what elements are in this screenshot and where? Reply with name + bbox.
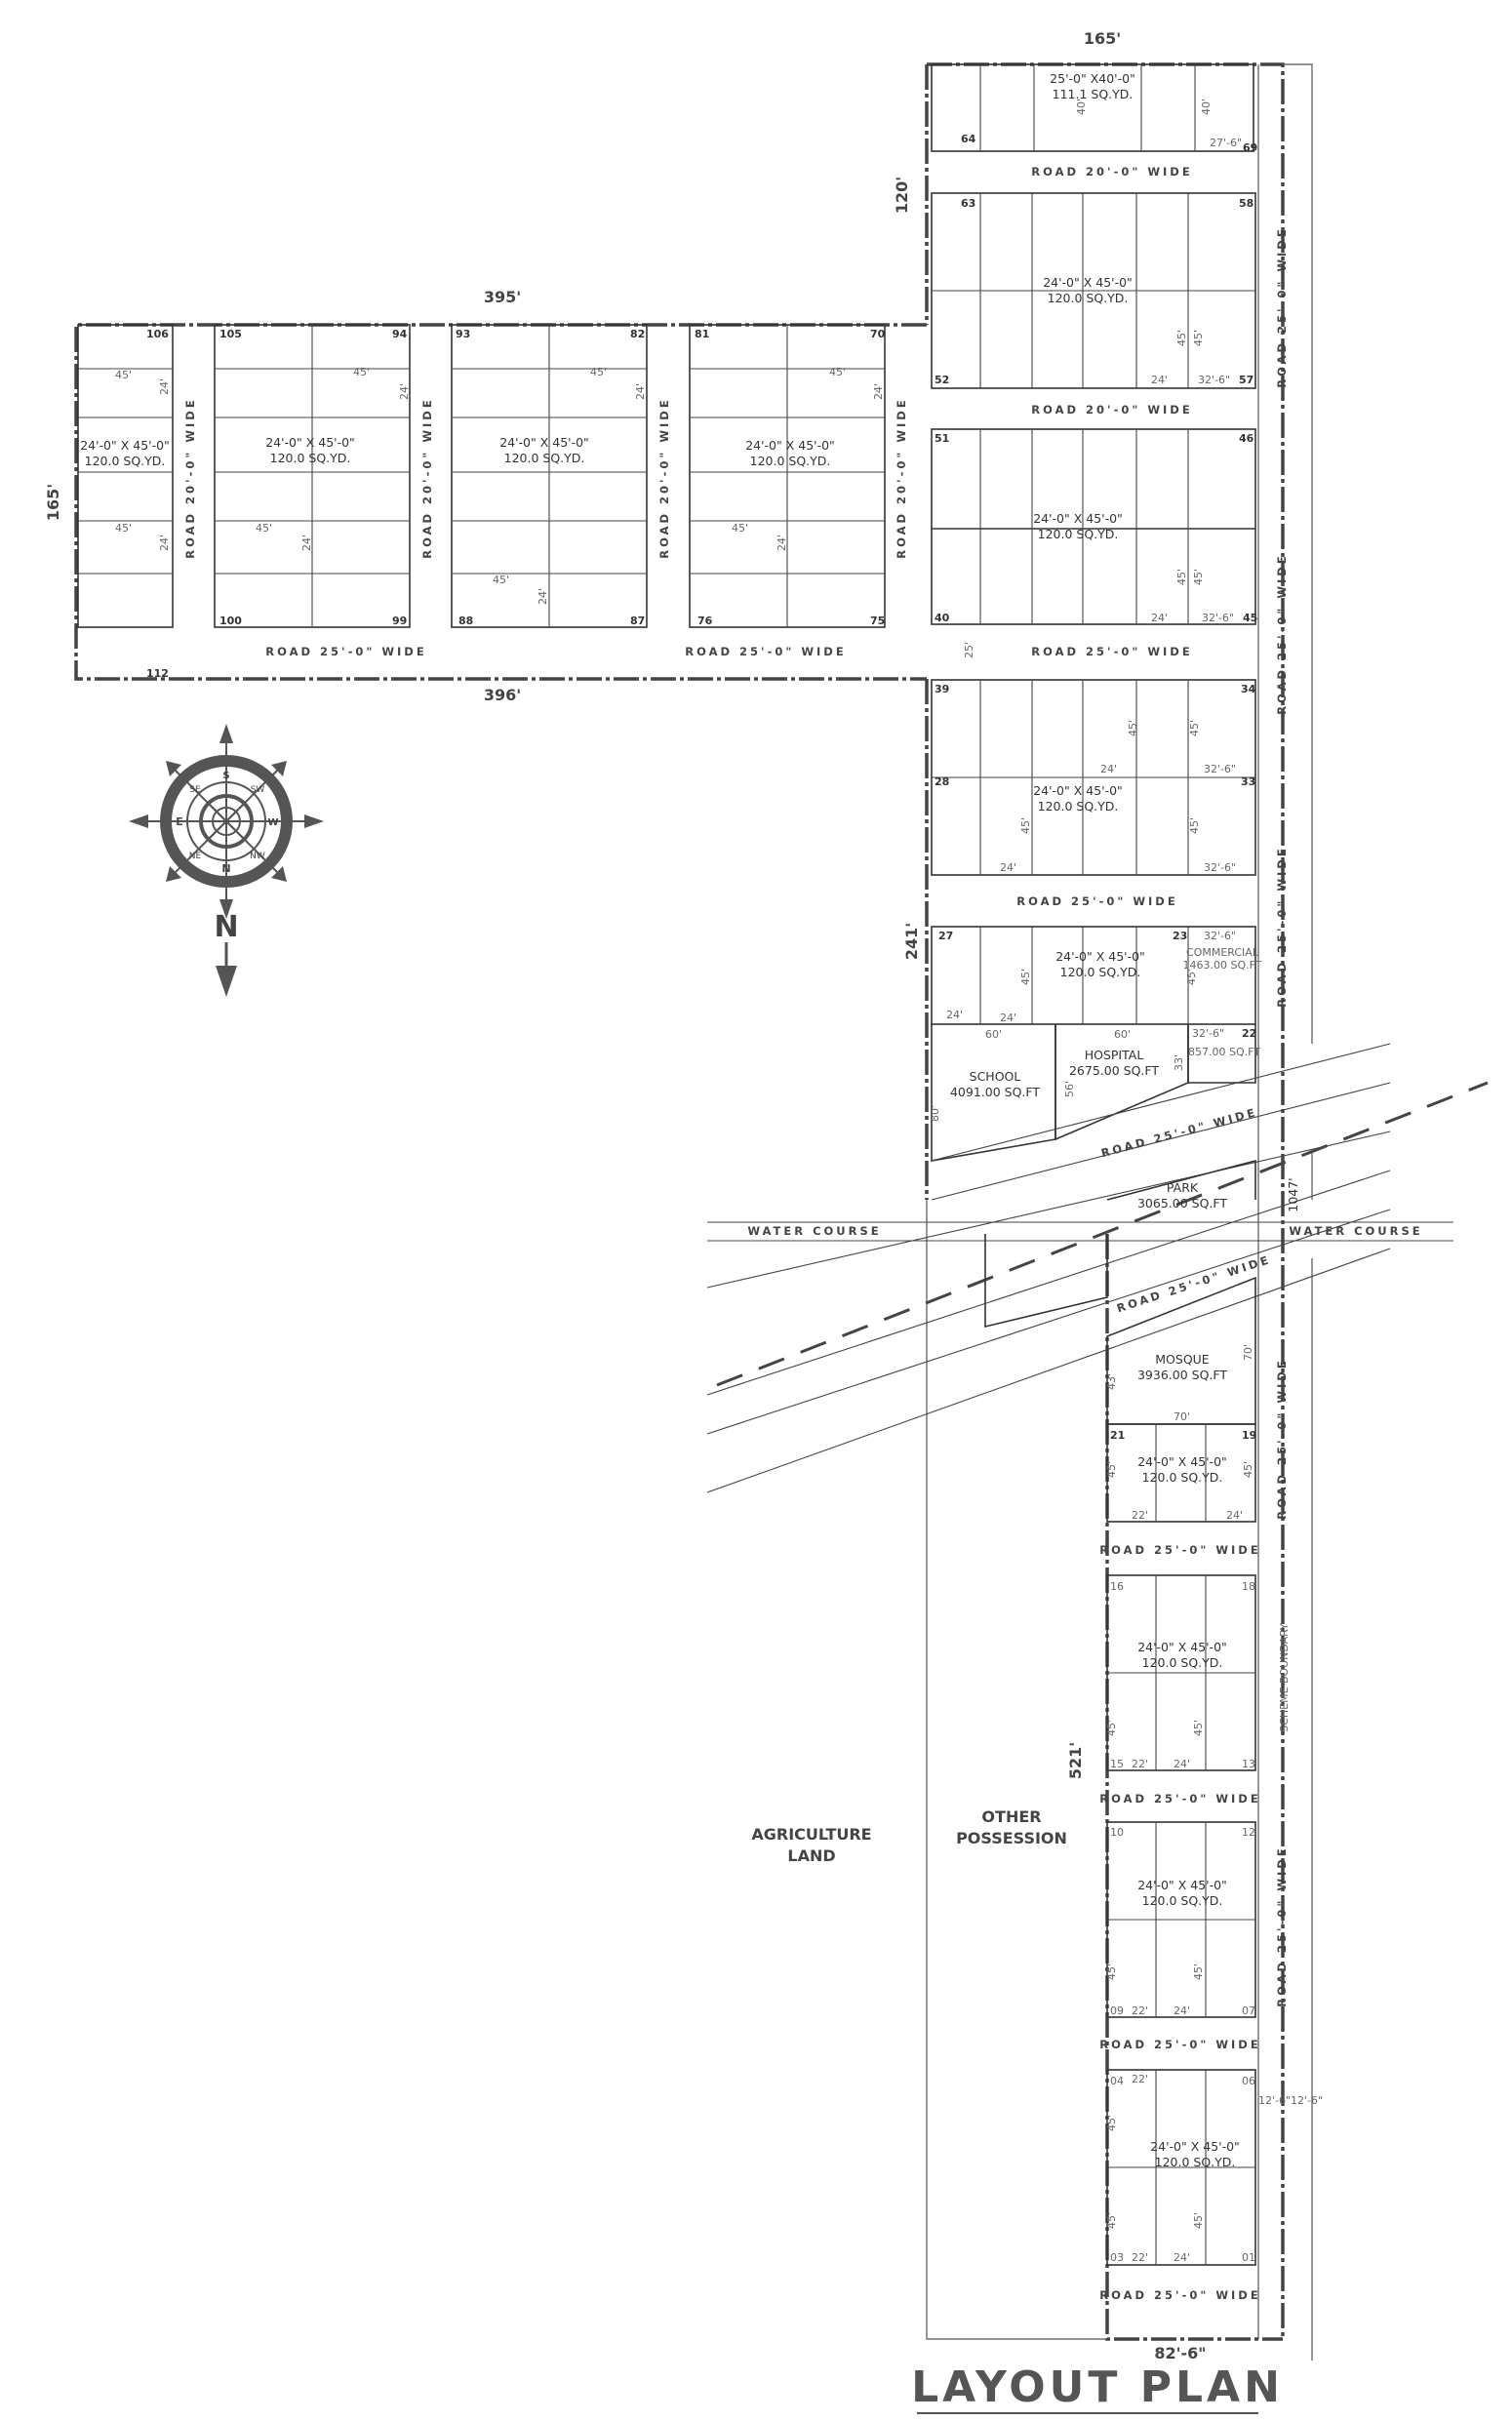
school-area: 4091.00 SQ.FT (949, 1085, 1041, 1099)
plot-size: 24'-0" X 45'-0" (499, 435, 589, 450)
dim-label: 22' (1132, 2004, 1149, 2017)
commercial-area: 1463.00 SQ.FT (1182, 959, 1262, 972)
road-label: ROAD 25'-0" WIDE (1275, 226, 1289, 388)
dim-label: 45' (1127, 719, 1139, 736)
dim-label: 25' (963, 641, 975, 658)
dim-label: 24' (1226, 1509, 1244, 1522)
dim-label: 24' (872, 382, 885, 400)
plot-number: 09 (1110, 2004, 1124, 2017)
dim-label: 45' (1175, 329, 1188, 346)
compass-n: N (221, 862, 231, 875)
dim-label: 24' (300, 534, 313, 551)
plot-number: 52 (935, 374, 950, 386)
plot-number: 06 (1242, 2075, 1255, 2087)
plot-number: 28 (935, 775, 950, 788)
plot-number: 51 (935, 432, 950, 445)
plot-number: 27 (938, 930, 954, 942)
road-label: ROAD 20'-0" WIDE (895, 397, 908, 559)
road-label: ROAD 25'-0" WIDE (1099, 2038, 1261, 2051)
zone-labels (751, 1807, 1067, 1865)
page-title: LAYOUT PLAN (911, 2362, 1284, 2412)
dim-label: 45' (590, 366, 608, 378)
mosque-label: MOSQUE (1155, 1352, 1210, 1367)
compass-s: S (222, 771, 230, 781)
plot-size: 24'-0" X 45'-0" (1055, 949, 1145, 964)
plot-size: 24'-0" X 45'-0" (1137, 1454, 1227, 1469)
plot-number: 23 (1173, 930, 1188, 942)
plot-area: 120.0 SQ.YD. (84, 454, 166, 468)
plot-number: 100 (219, 615, 242, 627)
dim-label: 24' (1151, 612, 1169, 624)
dim-label: 32'-6" (1198, 374, 1231, 386)
plot-size: 24'-0" X 45'-0" (1150, 2139, 1240, 2154)
plot-area: 120.0 SQ.YD. (1037, 527, 1119, 541)
dim-label: 24' (398, 382, 411, 400)
plot-number: 03 (1110, 2251, 1124, 2264)
plot-number: 63 (961, 197, 976, 210)
compass-e: E (176, 815, 183, 828)
dim-label: 24' (776, 534, 788, 551)
block-10-07 (1107, 1822, 1255, 2017)
plot-number: 82 (630, 328, 646, 340)
plot-area: 120.0 SQ.YD. (1154, 2155, 1236, 2169)
road-label: ROAD 20'-0" WIDE (183, 397, 197, 559)
plot-number: 18 (1242, 1580, 1255, 1593)
dim-label: 45' (1185, 968, 1198, 985)
plot-number: 15 (1110, 1758, 1124, 1770)
road-label: ROAD 20'-0" WIDE (1031, 165, 1193, 179)
dim-label: 45' (1188, 719, 1201, 736)
plot-number: 105 (219, 328, 242, 340)
plot-number: 57 (1239, 374, 1254, 386)
road-label: ROAD 25'-0" WIDE (1099, 1104, 1259, 1161)
plot-number: 46 (1239, 432, 1254, 445)
road-label: ROAD 25'-0" WIDE (265, 645, 427, 658)
dim-label: 32'-6" (1192, 1027, 1225, 1040)
dim-label: 45' (353, 366, 371, 378)
dim-label: 45' (493, 574, 510, 586)
dim-west-side: 165' (44, 483, 62, 522)
dim-label: 45' (1105, 2211, 1118, 2229)
dim-label: 45' (115, 369, 133, 381)
plot-size: 24'-0" X 45'-0" (1137, 1878, 1227, 1892)
plot-number: 81 (695, 328, 710, 340)
plot-area: 120.0 SQ.YD. (1141, 1470, 1223, 1485)
dim-west-bottom: 396' (483, 686, 522, 704)
plot-area: 120.0 SQ.YD. (1047, 291, 1129, 305)
dim-label: 24' (1000, 861, 1017, 874)
dim-mid: 241' (902, 922, 921, 961)
dim-label: 45' (1192, 568, 1205, 585)
west-block-81-75 (690, 325, 885, 627)
plot-area: 120.0 SQ.YD. (1059, 965, 1141, 979)
plot-number: 39 (935, 683, 950, 695)
dim-label: 24' (1000, 1012, 1017, 1024)
dim-label: 70' (1242, 1343, 1254, 1361)
commercial-label: COMMERCIAL (1186, 946, 1258, 959)
plot-number: 01 (1242, 2251, 1255, 2264)
agriculture-label: LAND (787, 1846, 836, 1865)
plot-number: 99 (392, 615, 408, 627)
plot-number: 12 (1242, 1826, 1255, 1839)
dim-label: 60' (985, 1028, 1003, 1041)
dim-label: 22' (1132, 1509, 1149, 1522)
dim-label: 24' (1174, 2251, 1191, 2264)
block-16-13 (1107, 1575, 1255, 1770)
dim-label: 45' (1242, 1460, 1254, 1478)
dim-label: 24' (1151, 374, 1169, 386)
compass-ne: NE (188, 852, 202, 861)
dim-label: 45' (732, 522, 749, 535)
dim-label: 24' (158, 534, 171, 551)
dim-label: 45' (1192, 1719, 1205, 1736)
dim-label: 56' (1063, 1080, 1076, 1097)
dim-label: 22' (1132, 2073, 1149, 2085)
plot-area: 120.0 SQ.YD. (1141, 1655, 1223, 1670)
dim-label: 32'-6" (1204, 930, 1237, 942)
plot-area: 120.0 SQ.YD. (503, 451, 585, 465)
plot-number: 04 (1110, 2075, 1124, 2087)
road-label: ROAD 25'-0" WIDE (1275, 846, 1289, 1008)
dim-label: 45' (1105, 1719, 1118, 1736)
dim-label: 40' (1075, 98, 1088, 115)
plot-size-labels (80, 71, 1243, 2169)
hospital-area: 2675.00 SQ.FT (1068, 1063, 1160, 1078)
plot-size: 24'-0" X 45'-0" (1033, 511, 1123, 526)
plot-number: 87 (630, 615, 646, 627)
north-arrow-icon (214, 910, 238, 997)
dim-label: 12'-6"12'-6" (1258, 2094, 1324, 2107)
road-label: ROAD 20'-0" WIDE (1031, 403, 1193, 417)
dim-label: 45' (1105, 1963, 1118, 1980)
scheme-boundary-label: SCHEME BOUNDARY (1278, 1623, 1291, 1732)
other-possession-label: POSSESSION (956, 1829, 1067, 1847)
water-course-label: WATER COURSE (747, 1224, 882, 1238)
plot-number: 19 (1242, 1429, 1257, 1442)
dim-label: 45' (1105, 2114, 1118, 2131)
dim-label: 40' (1200, 98, 1213, 115)
road-label: ROAD 20'-0" WIDE (657, 397, 671, 559)
plot-number: 106 (146, 328, 169, 340)
dim-label: 43' (1105, 1372, 1118, 1390)
dim-label: 45' (829, 366, 847, 378)
other-possession-label: OTHER (981, 1807, 1042, 1826)
plot-number: 94 (392, 328, 408, 340)
plot-number: 88 (458, 615, 474, 627)
dim-label: 24' (946, 1009, 964, 1021)
road-label: ROAD 25'-0" WIDE (1016, 894, 1178, 908)
dim-east: 1047' (1286, 1177, 1300, 1212)
road-label: ROAD 25'-0" WIDE (1031, 645, 1193, 658)
dim-west-top: 395' (483, 288, 522, 306)
plot-number: 69 (1243, 141, 1258, 154)
dim-label: 45' (1188, 816, 1201, 834)
dim-label: 80' (929, 1104, 941, 1122)
plot-number: 112 (146, 667, 169, 680)
dim-label: 32'-6" (1202, 612, 1235, 624)
plot-size: 24'-0" X 45'-0" (745, 438, 835, 453)
title-block (911, 2362, 1284, 2413)
compass-sw: SW (250, 785, 265, 795)
hospital-label: HOSPITAL (1084, 1048, 1144, 1062)
dim-label: 45' (256, 522, 273, 535)
plot-size: 24'-0" X 45'-0" (80, 438, 170, 453)
plot-number: 76 (697, 615, 713, 627)
road-label: ROAD 25'-0" WIDE (685, 645, 847, 658)
dim-lower: 521' (1066, 1741, 1085, 1780)
dim-neck: 120' (893, 176, 911, 215)
dim-label: 45' (1019, 816, 1032, 834)
dim-label: 45' (1019, 968, 1032, 985)
dim-label: 22' (1132, 2251, 1149, 2264)
water-course-label: WATER COURSE (1289, 1224, 1423, 1238)
dim-label: 24' (634, 382, 647, 400)
compass-nw: NW (250, 852, 265, 861)
plot-number: 40 (935, 612, 950, 624)
dim-label: 24' (158, 377, 171, 395)
plot-number: 64 (961, 133, 976, 145)
dim-label: 33' (1173, 1053, 1185, 1071)
west-block-105-99 (215, 325, 410, 627)
road-label: ROAD 25'-0" WIDE (1099, 1543, 1261, 1557)
dim-label: 32'-6" (1204, 861, 1237, 874)
plot-number: 07 (1242, 2004, 1255, 2017)
school-label: SCHOOL (969, 1069, 1021, 1084)
dim-label: 45' (1192, 1963, 1205, 1980)
plot-number: 70 (870, 328, 886, 340)
dim-label: 27'-6" (1210, 137, 1243, 149)
dim-label: 24' (537, 587, 549, 605)
plot-number: 34 (1241, 683, 1256, 695)
plot-number: 13 (1242, 1758, 1255, 1770)
dim-label: 45' (115, 522, 133, 535)
agriculture-label: AGRICULTURE (751, 1825, 872, 1844)
west-block-93-87 (452, 325, 647, 627)
plot-number: 45 (1243, 612, 1258, 624)
plot-number: 58 (1239, 197, 1254, 210)
plot-area: 120.0 SQ.YD. (749, 454, 831, 468)
dim-label: 60' (1114, 1028, 1132, 1041)
plot-number: 93 (456, 328, 471, 340)
plot-size: 24'-0" X 45'-0" (265, 435, 355, 450)
dim-label: 45' (1175, 568, 1188, 585)
park-area: 3065.00 SQ.FT (1136, 1196, 1228, 1210)
dim-label: 70' (1174, 1410, 1191, 1423)
road-label: ROAD 25'-0" WIDE (1099, 2288, 1261, 2302)
dim-label: 24' (1100, 763, 1118, 775)
plot-number: 10 (1110, 1826, 1124, 1839)
road-label: ROAD 25'-0" WIDE (1114, 1251, 1273, 1316)
compass-se: SE (189, 785, 201, 795)
road-label: ROAD 25'-0" WIDE (1275, 1846, 1289, 2007)
road-label: ROAD 25'-0" WIDE (1099, 1792, 1261, 1806)
dim-label: 24' (1174, 2004, 1191, 2017)
mosque-area: 3936.00 SQ.FT (1136, 1368, 1228, 1382)
plot-number: 22 (1242, 1027, 1257, 1040)
dim-label: 45' (1105, 1460, 1118, 1478)
compass-w: W (267, 817, 279, 828)
dim-label: 22' (1132, 1758, 1149, 1770)
plot-area: 120.0 SQ.YD. (1037, 799, 1119, 814)
dim-label: 45' (1192, 329, 1205, 346)
dim-label: 45' (1192, 2211, 1205, 2229)
dim-label: 32'-6" (1204, 763, 1237, 775)
plot-number: 16 (1110, 1580, 1124, 1593)
plot-size: 24'-0" X 45'-0" (1033, 783, 1123, 798)
dim-label: 24' (1174, 1758, 1191, 1770)
plot-area: 111.1 SQ.YD. (1052, 87, 1134, 101)
dim-bottom: 82'-6" (1154, 2344, 1207, 2362)
plot-number: 21 (1110, 1429, 1126, 1442)
compass-rose-icon (129, 724, 324, 919)
road-label: ROAD 25'-0" WIDE (1275, 553, 1289, 715)
plot-area: 120.0 SQ.YD. (1141, 1893, 1223, 1908)
road-labels (183, 165, 1423, 2302)
road-label: ROAD 25'-0" WIDE (1275, 1358, 1289, 1520)
north-arrow-label: N (214, 910, 239, 944)
plot-number: 75 (870, 615, 886, 627)
dim-top: 165' (1083, 29, 1122, 48)
small-dimension-labels (115, 99, 1323, 2264)
plot-size: 24'-0" X 45'-0" (1137, 1640, 1227, 1654)
diagonal-roads (707, 1044, 1488, 1492)
park-label: PARK (1166, 1180, 1199, 1195)
plot-number: 33 (1241, 775, 1256, 788)
shop-area: 857.00 SQ.FT (1188, 1046, 1260, 1058)
plot-size: 25'-0" X40'-0" (1050, 71, 1135, 86)
plot-area: 120.0 SQ.YD. (269, 451, 351, 465)
block-39-28 (932, 680, 1255, 875)
road-label: ROAD 20'-0" WIDE (420, 397, 434, 559)
plot-size: 24'-0" X 45'-0" (1043, 275, 1133, 290)
